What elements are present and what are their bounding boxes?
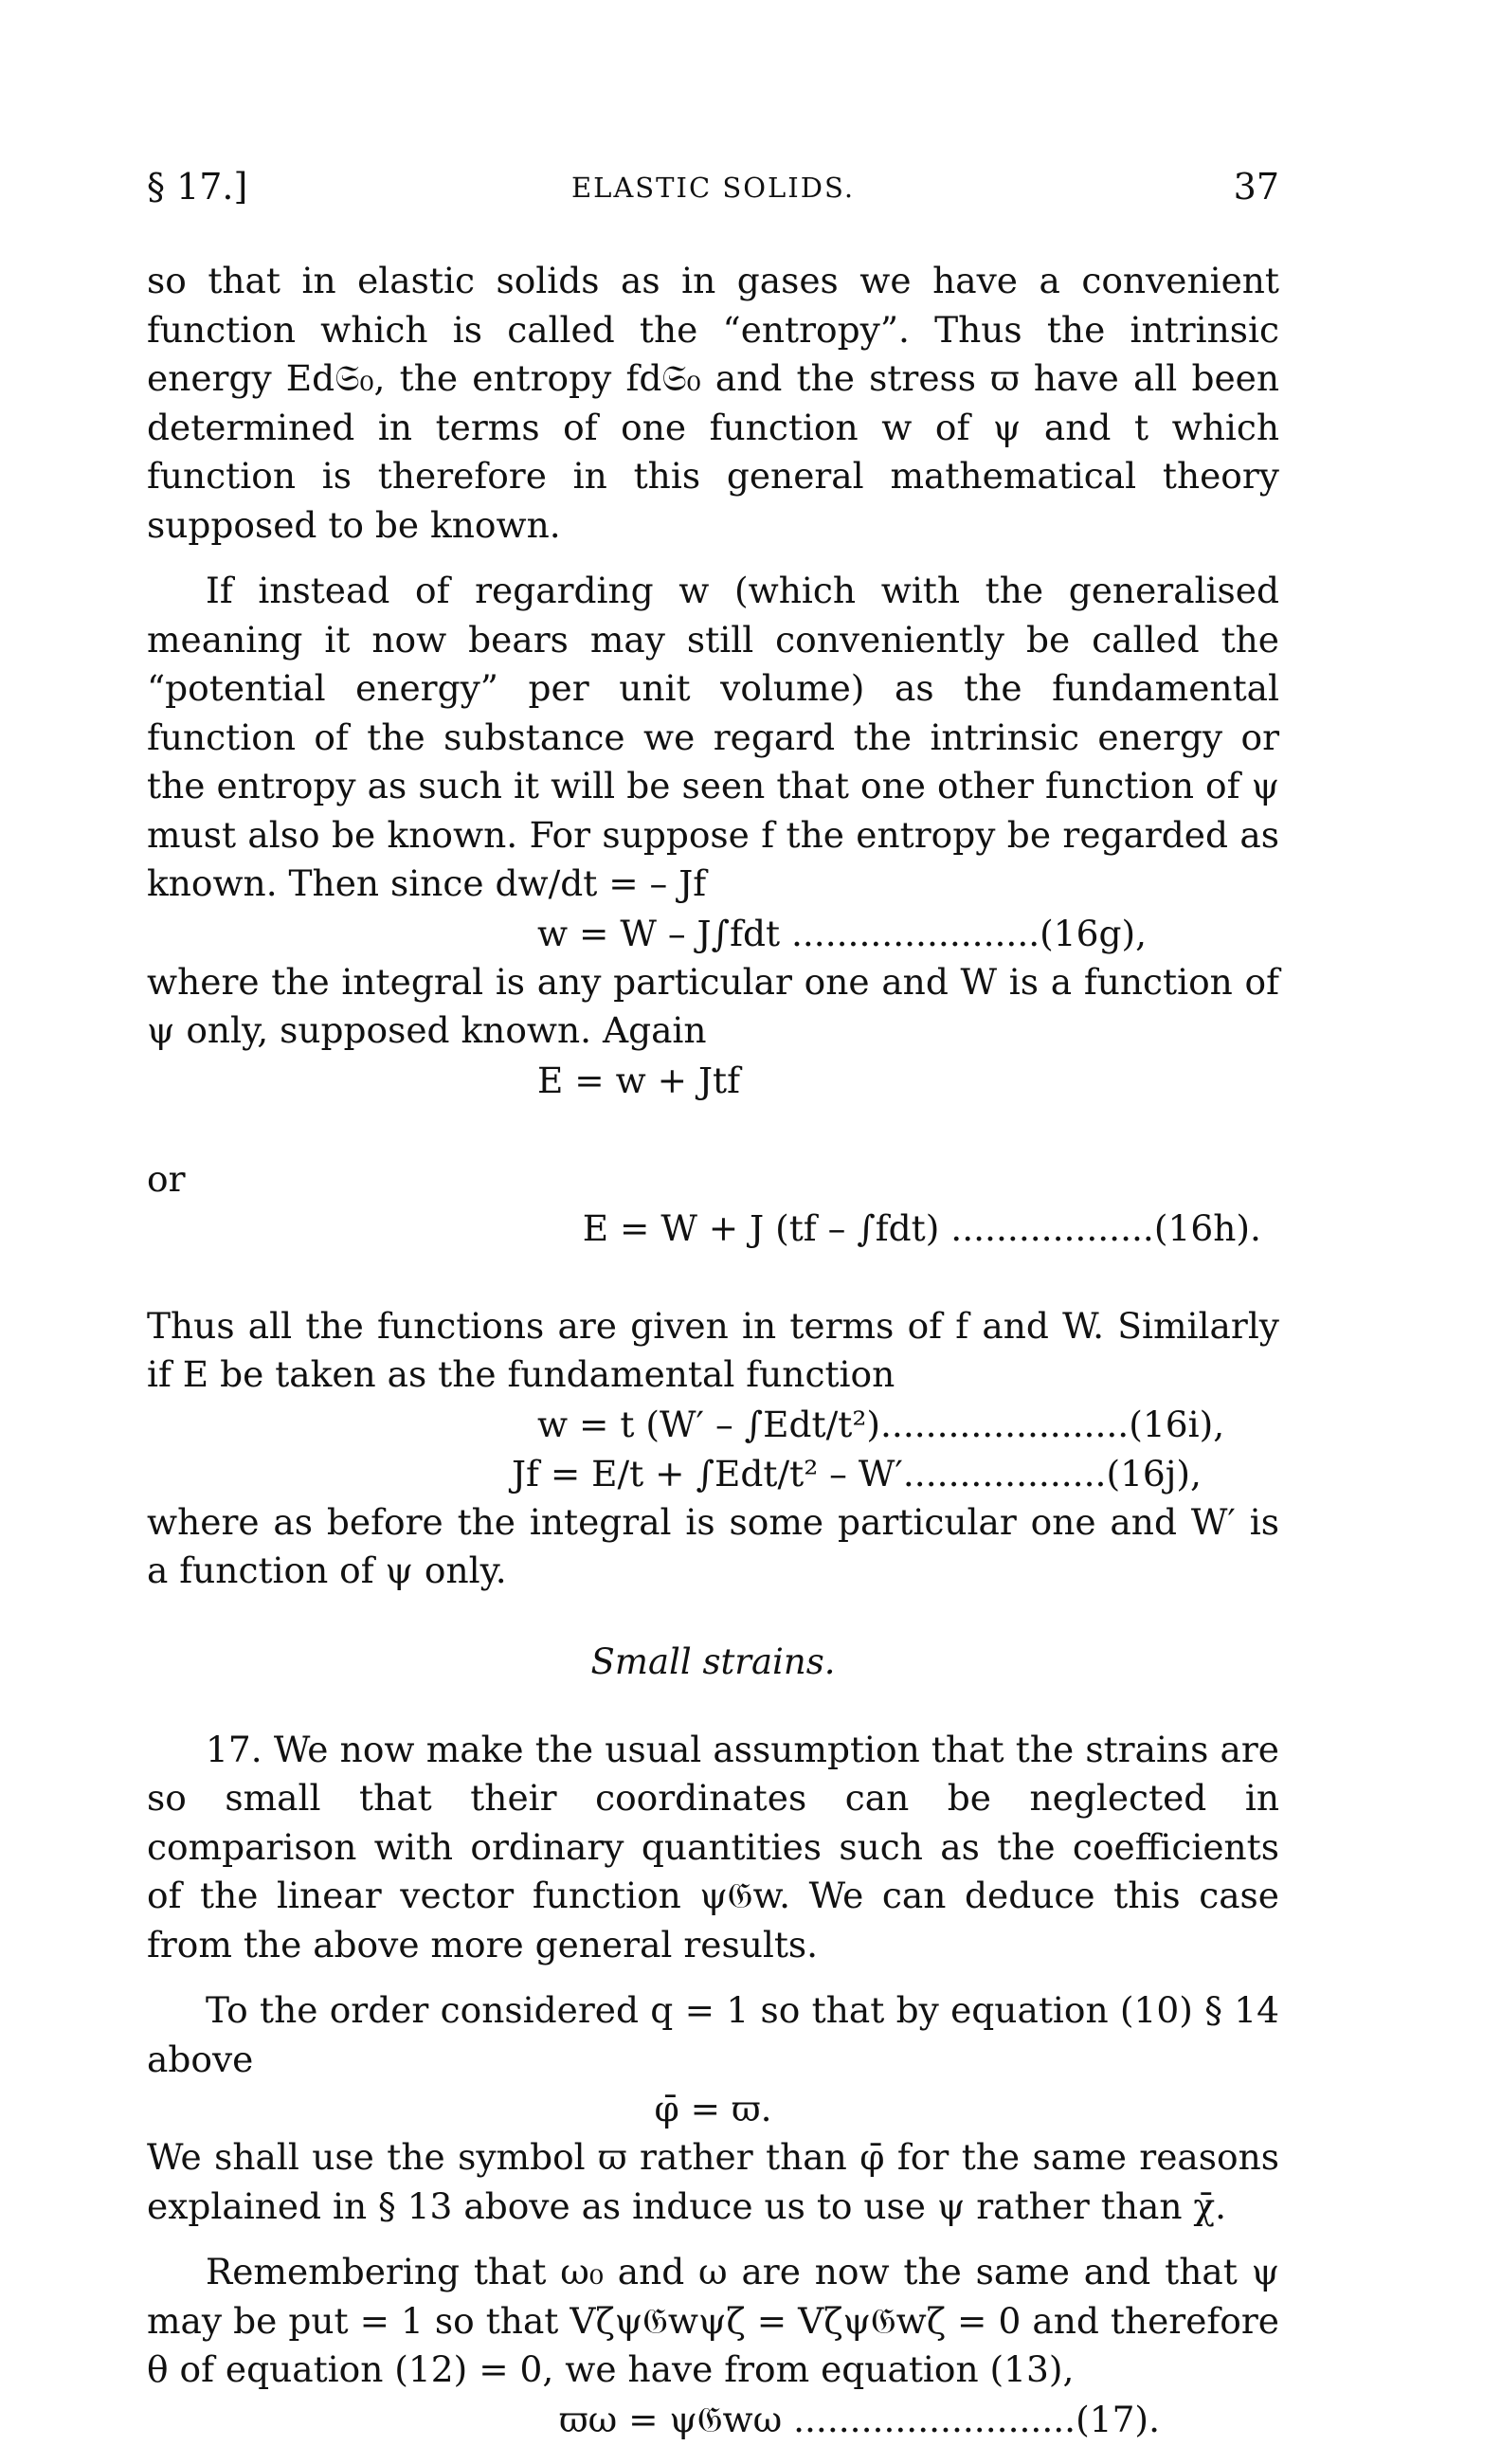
paragraph-section-17: 17. We now make the usual assumption that the strains are so small that their coordinates can be neglected in comparison with ordinary quantities such as the coefficients of the linear vector function ψ𝔊w. We can deduce this case from the above more general results. — [147, 1728, 1279, 1966]
paragraph-functions: Thus all the functions are given in terms of f and W. Similarly if E be taken as the fundamental function — [147, 1304, 1279, 1395]
equation-phi: φ̄ = ϖ. — [654, 2088, 772, 2129]
equation-16g: w = W – J∫fdt ......................(16g), — [537, 912, 1148, 954]
section-reference: § 17.] — [147, 166, 248, 208]
paragraph-order: To the order considered q = 1 so that by equation (10) § 14 above — [147, 1989, 1279, 2080]
running-header — [147, 166, 1279, 223]
equation-16i: w = t (W′ – ∫Edt/t²)......................(16i), — [537, 1403, 1225, 1445]
equation-17: ϖω = ψ𝔊wω .........................(17). — [559, 2398, 1160, 2440]
running-title: ELASTIC SOLIDS. — [570, 172, 856, 204]
paragraph-remembering: Remembering that ω₀ and ω are now the same and that ψ may be put = 1 so that Vζψ𝔊wψζ = Vζψ𝔊wζ = 0 and therefore θ of equation (12) = 0, we have from equation (13), — [147, 2251, 1279, 2390]
page — [147, 166, 1279, 2444]
paragraph-instead: If instead of regarding w (which with the generalised meaning it now bears may still conveniently be called the “potential energy” per unit volume) as the fundamental function of the substance we regard the intrinsic energy or the entropy as such it will be seen that one other function of ψ must also be known. For suppose f the entropy be regarded as known. Then since dw/dt = – Jf — [147, 570, 1279, 904]
equation-or-label: or — [147, 1157, 186, 1200]
paragraph-symbol: We shall use the symbol ϖ rather than φ̄ for the same reasons explained in § 13 above as induce us to use ψ rather than χ̄. — [147, 2136, 1279, 2227]
equation-16h: E = W + J (tf – ∫fdt) ..................(16h). — [582, 1206, 1261, 1249]
equation-16j: Jf = E/t + ∫Edt/t² – W′..................(16j), — [512, 1452, 1202, 1495]
paragraph-as-before: where as before the integral is some particular one and W′ is a function of ψ only. — [147, 1500, 1279, 1591]
section-heading: Small strains. — [590, 1640, 836, 1682]
page-number: 37 — [1233, 166, 1279, 208]
equation-16h-second — [147, 1105, 1279, 1302]
paragraph-entropy: so that in elastic solids as in gases we have a convenient function which is called the “entropy”. Thus the intrinsic energy Ed𝔖₀, the entropy fd𝔖₀ and the stress ϖ have all been determined in terms of one function w of ψ and t which function is therefore in this general mathematical theory supposed to be known. — [147, 260, 1279, 546]
equation-16h-first: E = w + Jtf — [537, 1059, 740, 1101]
paragraph-integral: where the integral is any particular one and W is a function of ψ only, supposed known. Again — [147, 960, 1279, 1051]
